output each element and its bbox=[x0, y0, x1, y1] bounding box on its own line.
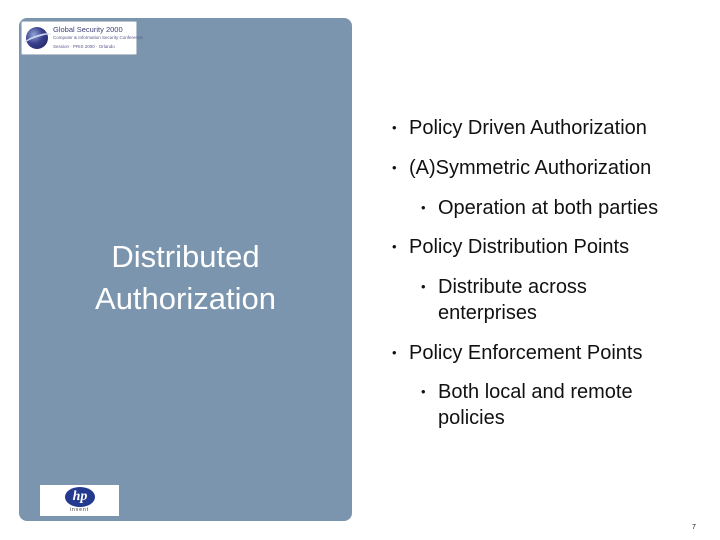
bullet-item bbox=[392, 234, 712, 260]
sub-bullet-item bbox=[421, 379, 676, 431]
sub-bullet-item bbox=[421, 274, 636, 326]
hp-logo bbox=[40, 485, 119, 516]
bullet-dot: • bbox=[392, 345, 397, 360]
bullet-dot: • bbox=[421, 279, 426, 294]
logo-line-1: Global Security 2000 bbox=[53, 25, 123, 34]
hp-tagline: invent bbox=[69, 507, 90, 513]
hp-mark-icon: hp bbox=[65, 487, 95, 507]
bullet-dot: • bbox=[392, 239, 397, 254]
logo-line-3: Session · PRIS 2000 · Orlando bbox=[53, 44, 115, 49]
logo-line-2: Computer & Information Security Conference bbox=[53, 35, 143, 40]
bullet-dot: • bbox=[392, 160, 397, 175]
bullet-dot: • bbox=[421, 384, 426, 399]
bullet-dot: • bbox=[392, 120, 397, 135]
bullet-item bbox=[392, 115, 712, 141]
bullet-item bbox=[392, 155, 712, 181]
bullet-text: Distribute across enterprises bbox=[438, 276, 587, 324]
slide-title: Distributed Authorization bbox=[95, 239, 276, 316]
bullet-text: Both local and remote policies bbox=[438, 381, 633, 429]
conference-logo bbox=[21, 21, 143, 55]
bullet-dot: • bbox=[421, 200, 426, 215]
bullet-text: Policy Driven Authorization bbox=[409, 117, 647, 139]
bullet-item bbox=[392, 340, 712, 366]
bullet-text: Operation at both parties bbox=[438, 197, 659, 219]
bullet-text: Policy Enforcement Points bbox=[409, 342, 643, 364]
bullet-text: (A)Symmetric Authorization bbox=[409, 157, 652, 179]
page-number: 7 bbox=[692, 524, 696, 531]
bullet-text: Policy Distribution Points bbox=[409, 236, 630, 258]
sub-bullet-item bbox=[421, 195, 711, 221]
